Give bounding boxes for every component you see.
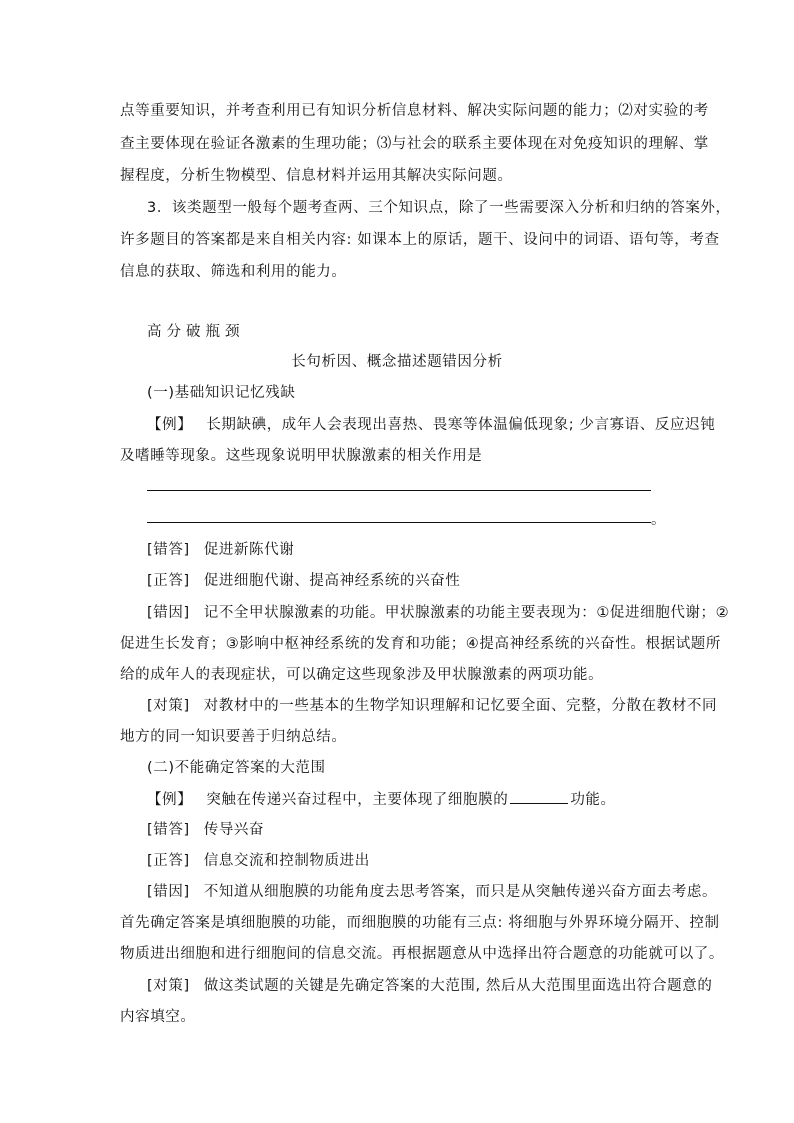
fill-in-blank — [510, 789, 568, 804]
part2-right-answer — [147, 851, 707, 871]
strategy-tag: [对策] — [147, 698, 190, 714]
part1-label: (一)基础知识记忆残缺 — [147, 385, 296, 401]
answer-end-mark: 。 — [651, 512, 666, 528]
part1-cause-line-1 — [147, 603, 730, 623]
strategy-tag: [对策] — [147, 978, 190, 994]
example-text-after: 功能。 — [570, 792, 616, 808]
part2-cause-line-2: 首先确定答案是填细胞膜的功能，而细胞膜的功能有三点: 将细胞与外界环境分隔开、控制 — [120, 915, 720, 931]
answer-blank-line-1 — [147, 490, 651, 491]
cause-tag: [错因] — [147, 605, 190, 621]
wrong-answer-tag: [错答] — [147, 542, 190, 558]
part2-wrong-answer — [147, 820, 707, 840]
right-answer-tag: [正答] — [147, 573, 190, 589]
answer-blank-line-2 — [147, 522, 651, 523]
part1-strategy-line-2: 地方的同一知识要善于归纳总结。 — [120, 729, 347, 745]
cause-text: 不知道从细胞膜的功能角度去思考答案，而只是从突触传递兴奋方面去考虑。 — [203, 884, 718, 900]
intro-line-5: 许多题目的答案都是来自相关内容: 如课本上的原话，题干、设问中的词语、语句等，考查 — [120, 232, 720, 248]
section-title: 长句析因、概念描述题错因分析 — [291, 354, 503, 370]
part1-wrong-answer — [147, 540, 707, 560]
part2-label: (二)不能确定答案的大范围 — [147, 760, 326, 776]
wrong-answer-text: 传导兴奋 — [203, 822, 265, 838]
section-heading: 高分破瓶颈 — [147, 324, 245, 340]
part1-strategy-line-1 — [147, 696, 718, 716]
intro-line-3: 握程度，分析生物模型、信息材料并运用其解决实际问题。 — [120, 168, 513, 184]
example-tag: 【例】 — [147, 417, 193, 433]
intro-line-4: 3．该类题型一般每个题考查两、三个知识点，除了一些需要深入分析和归纳的答案外， — [147, 200, 731, 216]
part2-example — [147, 789, 707, 810]
wrong-answer-text: 促进新陈代谢 — [203, 542, 295, 558]
example-tag: 【例】 — [147, 792, 193, 808]
intro-line-6: 信息的获取、筛选和利用的能力。 — [120, 264, 347, 280]
strategy-text: 对教材中的一些基本的生物学知识理解和记忆要全面、完整，分散在教材不同 — [203, 698, 718, 714]
part1-example-line-1 — [147, 415, 716, 435]
example-text-before: 突触在传递兴奋过程中，主要体现了细胞膜的 — [206, 792, 509, 808]
wrong-answer-tag: [错答] — [147, 822, 190, 838]
strategy-text: 做这类试题的关键是先确定答案的大范围, 然后从大范围里面选出符合题意的 — [203, 978, 713, 994]
intro-line-2: 查主要体现在验证各激素的生理功能；⑶与社会的联系主要体现在对免疫知识的理解、掌 — [120, 136, 709, 152]
right-answer-text: 促进细胞代谢、提高神经系统的兴奋性 — [203, 573, 461, 589]
part2-cause-line-3: 物质进出细胞和进行细胞间的信息交流。再根据题意从中选择出符合题意的功能就可以了。 — [120, 946, 724, 962]
example-text: 长期缺碘，成年人会表现出喜热、畏寒等体温偏低现象; 少言寡语、反应迟钝 — [206, 417, 716, 433]
part1-cause-line-3: 给的成年人的表现症状，可以确定这些现象涉及甲状腺激素的两项功能。 — [120, 667, 604, 683]
right-answer-text: 信息交流和控制物质进出 — [203, 853, 370, 869]
part1-example-line-2: 及嗜睡等现象。这些现象说明甲状腺激素的相关作用是 — [120, 448, 483, 464]
part1-right-answer — [147, 571, 707, 591]
part2-cause-line-1 — [147, 882, 718, 902]
intro-line-1: 点等重要知识，并考查利用已有知识分析信息材料、解决实际问题的能力；⑵对实验的考 — [120, 103, 709, 119]
part1-cause-line-2: 促进生长发育；③影响中枢神经系统的发育和功能；④提高神经系统的兴奋性。根据试题所 — [120, 636, 721, 652]
cause-text: 记不全甲状腺激素的功能。甲状腺激素的功能主要表现为：①促进细胞代谢；② — [203, 605, 730, 621]
cause-tag: [错因] — [147, 884, 190, 900]
part2-strategy-line-2: 内容填空。 — [120, 1009, 196, 1025]
part2-strategy-line-1 — [147, 976, 713, 996]
right-answer-tag: [正答] — [147, 853, 190, 869]
